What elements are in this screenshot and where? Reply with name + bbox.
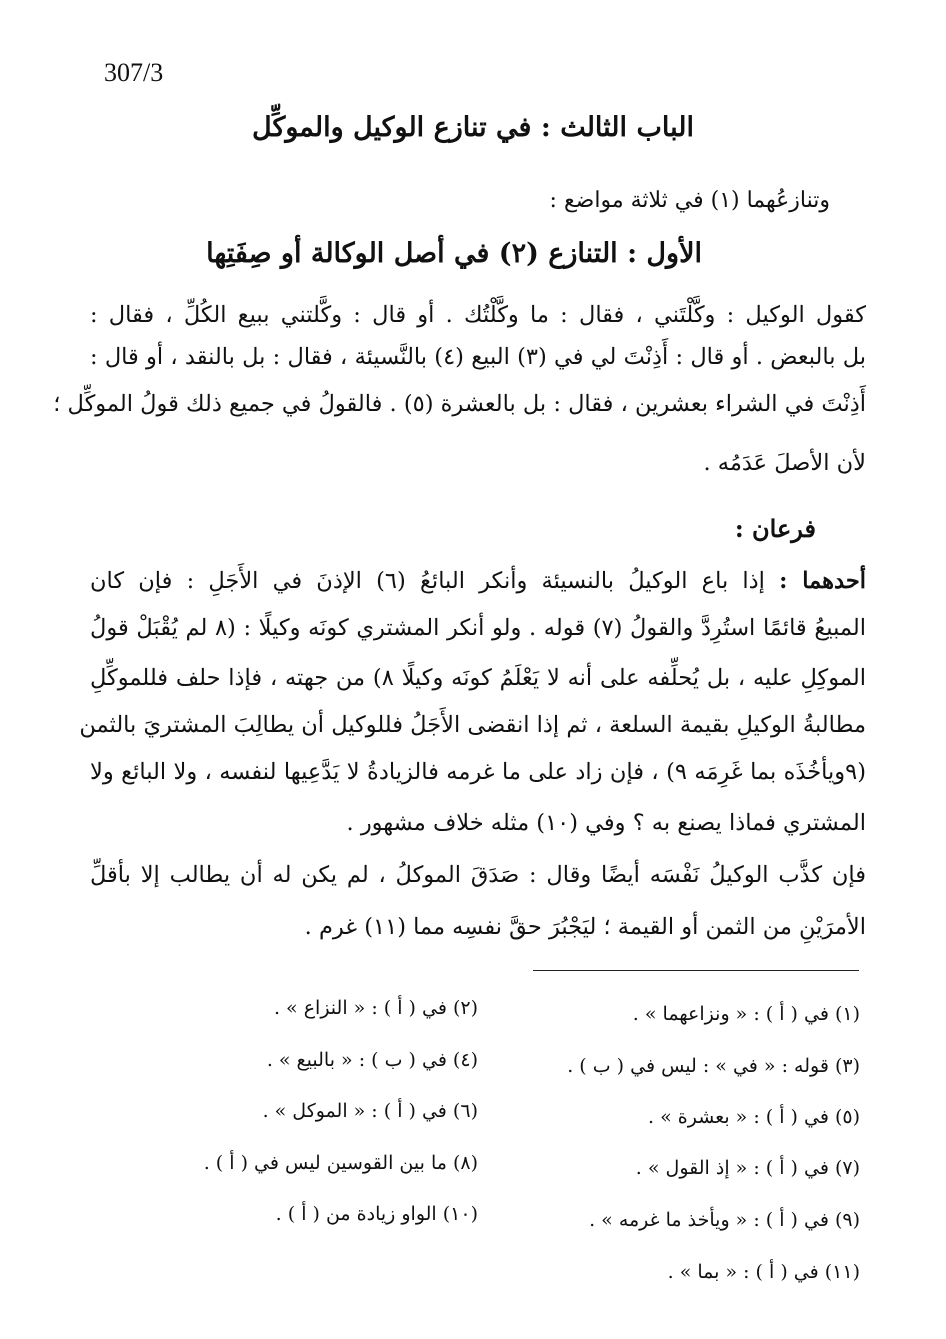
footnote: (١١) في ( أ ) : « بما » . bbox=[667, 1261, 860, 1283]
footnote: (٥) في ( أ ) : « بعشرة » . bbox=[648, 1106, 860, 1128]
page-number: 307/3 bbox=[104, 58, 164, 87]
paragraph-line: بل بالبعض . أو قال : أَذِنْتَ لي في (٣) البيع (٤) بالنَّسيئة ، فقال : بل بالنقد ، أو قال : bbox=[90, 344, 867, 370]
footnote-divider bbox=[533, 970, 859, 971]
paragraph-line: الأمرَيْنِ من الثمن أو القيمة ؛ ليَجْبُرَ حقَّ نفسِه مما (١١) غرم . bbox=[304, 914, 866, 940]
sub-heading: فرعان : bbox=[734, 514, 816, 543]
paragraph-line: المبيعُ قائمًا استُرِدَّ والقولُ (٧) قوله . ولو أنكر المشتري كونَه وكيلًا : (٨ لم يُقْبَلْ قولُ bbox=[90, 615, 866, 641]
paragraph-text: إذا باع الوكيلُ بالنسيئة وأنكر البائعُ (٦) الإذنَ في الأَجَلِ : فإن كان bbox=[90, 568, 765, 594]
paragraph-line: كقول الوكيل : وكَّلْتَني ، فقال : ما وكَّلْتُك . أو قال : وكَّلتني ببيع الكُلِّ ، فقال : bbox=[90, 302, 866, 328]
footnote: (٦) في ( أ ) : « الموكل » . bbox=[262, 1100, 478, 1122]
footnote: (٨) ما بين القوسين ليس في ( أ ) . bbox=[203, 1152, 478, 1174]
intro-line: وتنازعُهما (١) في ثلاثة مواضع : bbox=[549, 188, 830, 213]
paragraph-line: الموكِلِ عليه ، بل يُحلِّفه على أنه لا يَعْلَمُ كونَه وكيلًا ٨) من جهته ، فإذا حلف فللموكِّلِ bbox=[90, 665, 866, 691]
paragraph-line: لأن الأصلَ عَدَمُه . bbox=[703, 450, 866, 476]
footnote: (٩) في ( أ ) : « ويأخذ ما غرمه » . bbox=[589, 1209, 860, 1231]
section-title: الأول : التنازع (٢) في أصل الوكالة أو صِفَتِها bbox=[206, 238, 702, 269]
footnote: (٣) قوله : « في » : ليس في ( ب ) . bbox=[567, 1055, 860, 1077]
paragraph-line: مطالبةُ الوكيلِ بقيمة السلعة ، ثم إذا انقضى الأَجَلُ فللوكيل أن يطالِبَ المشتريَ بالثمن bbox=[79, 712, 866, 738]
paragraph-line: المشتري فماذا يصنع به ؟ وفي (١٠) مثله خلاف مشهور . bbox=[346, 810, 866, 836]
paragraph-line bbox=[90, 568, 866, 594]
paragraph-line: فإن كذَّب الوكيلُ نَفْسَه أيضًا وقال : صَدَقَ الموكلُ ، لم يكن له أن يطالب إلا بأقلِّ bbox=[90, 862, 866, 888]
paragraph-line: أَذِنْتَ في الشراء بعشرين ، فقال : بل بالعشرة (٥) . فالقولُ في جميع ذلك قولُ الموكِّل ؛ bbox=[53, 391, 866, 417]
footnote: (٤) في ( ب ) : « بالبيع » . bbox=[266, 1049, 478, 1071]
footnote: (١) في ( أ ) : « ونزاعهما » . bbox=[632, 1003, 860, 1025]
footnote: (٧) في ( أ ) : « إذ القول » . bbox=[635, 1157, 860, 1179]
paragraph-lead: أحدهما : bbox=[779, 568, 866, 594]
paragraph-line: (٩ويأخُذَه بما غَرِمَه ٩) ، فإن زاد على ما غرمه فالزيادةُ لا يَدَّعِيها لنفسه ، ولا البائع ولا bbox=[90, 759, 866, 785]
footnote: (٢) في ( أ ) : « النزاع » . bbox=[273, 997, 478, 1019]
footnote: (١٠) الواو زيادة من ( أ ) . bbox=[275, 1203, 478, 1225]
chapter-title: الباب الثالث : في تنازع الوكيل والموكِّل bbox=[252, 112, 694, 143]
